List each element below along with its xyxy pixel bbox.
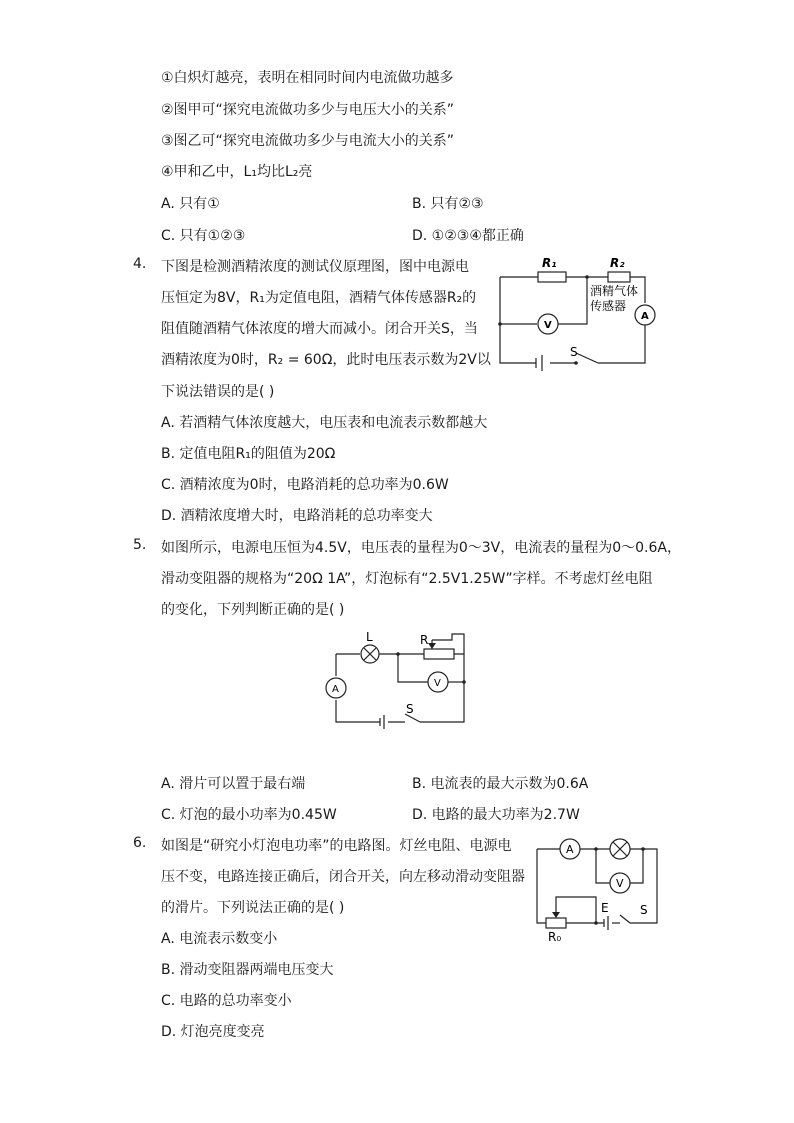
voltmeter-label: V	[544, 320, 552, 331]
q4-stem-line-4: 酒精浓度为0时，R₂ = 60Ω，此时电压表示数为2V以	[161, 352, 491, 368]
switch-label: S	[570, 345, 578, 359]
rheostat-label: R	[420, 633, 429, 647]
q4-option-b[interactable]: B. 定值电阻R₁的阻值为20Ω	[161, 446, 336, 462]
r1-label: R₁	[542, 256, 557, 270]
source-label: E	[601, 901, 609, 915]
rheostat-label: R₀	[548, 930, 562, 944]
statement-3: ③图乙可“探究电流做功多少与电流大小的关系”	[161, 133, 455, 149]
q4-circuit-diagram	[490, 255, 660, 370]
q5-option-a[interactable]: A. 滑片可以置于最右端	[161, 776, 306, 792]
q6-circuit-diagram	[530, 835, 665, 945]
q4-number: 4.	[133, 256, 147, 272]
q5-stem-line-2: 滑动变阻器的规格为“20Ω 1A”，灯泡标有“2.5V1.25W”字样。不考虑灯丝电阻	[161, 571, 653, 587]
statement-4: ④甲和乙中，L₁均比L₂亮	[161, 164, 313, 180]
lamp-label: L	[366, 630, 373, 644]
prev-option-d[interactable]: D. ①②③④都正确	[412, 228, 524, 244]
statement-1: ①白炽灯越亮，表明在相同时间内电流做功越多	[161, 70, 454, 86]
q6-stem-line-2: 压不变，电路连接正确后，闭合开关，向左移动滑动变阻器	[161, 869, 525, 885]
q4-option-d[interactable]: D. 酒精浓度增大时，电路消耗的总功率变大	[161, 508, 433, 524]
switch-label: S	[406, 702, 414, 716]
q4-stem-line-1: 下图是检测酒精浓度的测试仪原理图，图中电源电	[161, 259, 469, 275]
q6-number: 6.	[133, 835, 147, 851]
voltmeter-label: V	[616, 877, 624, 890]
q6-stem-line-1: 如图是“研究小灯泡电功率”的电路图。灯丝电阻、电源电	[161, 838, 512, 854]
q5-number: 5.	[133, 537, 147, 553]
q5-circuit-diagram	[320, 630, 470, 730]
q5-option-d[interactable]: D. 电路的最大功率为2.7W	[412, 807, 580, 823]
q4-stem-line-3: 阻值随酒精气体浓度的增大而减小。闭合开关S，当	[161, 321, 478, 337]
switch-label: S	[640, 903, 648, 917]
q6-stem-line-3: 的滑片。下列说法正确的是( )	[161, 900, 345, 916]
prev-option-a[interactable]: A. 只有①	[161, 196, 220, 212]
q4-option-a[interactable]: A. 若酒精气体浓度越大，电压表和电流表示数都越大	[161, 415, 488, 431]
sensor-label-2: 传感器	[590, 299, 627, 313]
voltmeter-label: V	[434, 678, 441, 689]
ammeter-label: A	[641, 311, 649, 322]
r2-label: R₂	[610, 256, 625, 270]
statement-2: ②图甲可“探究电流做功多少与电压大小的关系”	[161, 102, 455, 118]
ammeter-label: A	[332, 684, 339, 695]
sensor-label-1: 酒精气体	[590, 284, 639, 298]
q5-stem-line-3: 的变化，下列判断正确的是( )	[161, 602, 345, 618]
prev-option-c[interactable]: C. 只有①②③	[161, 228, 246, 244]
q6-option-b[interactable]: B. 滑动变阻器两端电压变大	[161, 962, 334, 978]
q4-option-c[interactable]: C. 酒精浓度为0时，电路消耗的总功率为0.6W	[161, 477, 449, 493]
q6-option-c[interactable]: C. 电路的总功率变小	[161, 993, 292, 1009]
prev-option-b[interactable]: B. 只有②③	[412, 196, 484, 212]
q4-stem-line-5: 下说法错误的是( )	[161, 384, 275, 400]
q6-option-d[interactable]: D. 灯泡亮度变亮	[161, 1024, 265, 1040]
q5-option-c[interactable]: C. 灯泡的最小功率为0.45W	[161, 807, 337, 823]
q5-option-b[interactable]: B. 电流表的最大示数为0.6A	[412, 776, 589, 792]
q5-stem-line-1: 如图所示，电源电压恒为4.5V，电压表的量程为0～3V，电流表的量程为0～0.6A，	[161, 540, 681, 556]
q4-stem-line-2: 压恒定为8V，R₁为定值电阻，酒精气体传感器R₂的	[161, 290, 477, 306]
q6-option-a[interactable]: A. 电流表示数变小	[161, 931, 278, 947]
ammeter-label: A	[566, 843, 574, 856]
